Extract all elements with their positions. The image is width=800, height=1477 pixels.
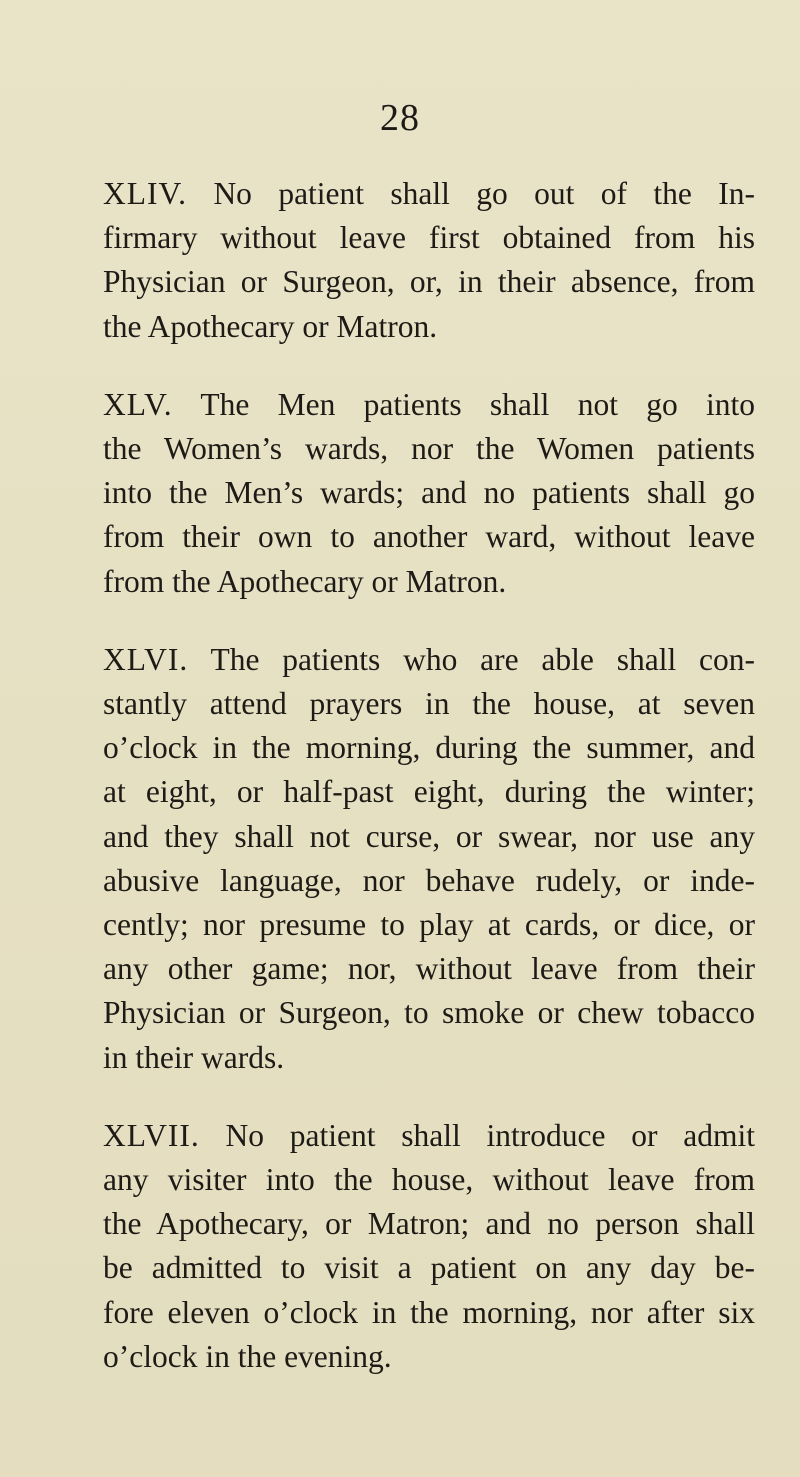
article-text: The patients who are able shall con- xyxy=(210,641,756,677)
article-text: No patient shall go out of the In- xyxy=(213,176,756,211)
article-line: the Apothecary or Matron. xyxy=(103,308,438,344)
article-numeral: XLVI. xyxy=(103,641,189,677)
article-line: in their wards. xyxy=(103,1039,285,1075)
article-line: any other game; nor, without leave from their xyxy=(103,951,755,987)
article-xlvi xyxy=(103,638,755,1080)
article-numeral: XLVII. xyxy=(103,1117,200,1153)
article-line xyxy=(103,638,755,682)
article-line: Physician or Surgeon, to smoke or chew tobacco xyxy=(103,995,755,1031)
article-text: The Men patients shall not go into xyxy=(200,386,756,422)
page-number: 28 xyxy=(380,97,420,139)
article-line: any visiter into the house, without leave from xyxy=(103,1162,755,1198)
article-line: stantly attend prayers in the house, at seven xyxy=(103,686,755,722)
article-line: into the Men’s wards; and no patients shall go xyxy=(103,475,755,511)
article-numeral: XLIV. xyxy=(103,176,188,211)
article-line: from their own to another ward, without leave xyxy=(103,519,755,555)
article-line: o’clock in the evening. xyxy=(103,1338,392,1374)
article-line: o’clock in the morning, during the summer, and xyxy=(103,730,755,766)
article-line: abusive language, nor behave rudely, or inde- xyxy=(103,862,755,898)
article-xlv xyxy=(103,383,755,604)
article-line: fore eleven o’clock in the morning, nor after six xyxy=(103,1294,755,1330)
article-line: from the Apothecary or Matron. xyxy=(103,563,507,599)
article-xliv xyxy=(103,172,755,349)
article-line: Physician or Surgeon, or, in their absence, from xyxy=(103,264,755,300)
article-line xyxy=(103,172,755,216)
article-line: firmary without leave first obtained from his xyxy=(103,220,755,256)
article-line xyxy=(103,1114,755,1158)
rules-text xyxy=(103,172,755,1413)
article-numeral: XLV. xyxy=(103,386,173,422)
article-line: cently; nor presume to play at cards, or dice, or xyxy=(103,907,755,943)
article-line: be admitted to visit a patient on any day be- xyxy=(103,1250,755,1286)
article-line: the Women’s wards, nor the Women patients xyxy=(103,431,755,467)
article-text: No patient shall introduce or admit xyxy=(225,1117,756,1153)
article-line: the Apothecary, or Matron; and no person shall xyxy=(103,1206,755,1242)
article-xlvii xyxy=(103,1114,755,1379)
article-line: at eight, or half-past eight, during the winter; xyxy=(103,774,755,810)
article-line: and they shall not curse, or swear, nor use any xyxy=(103,818,755,854)
article-line xyxy=(103,383,755,427)
